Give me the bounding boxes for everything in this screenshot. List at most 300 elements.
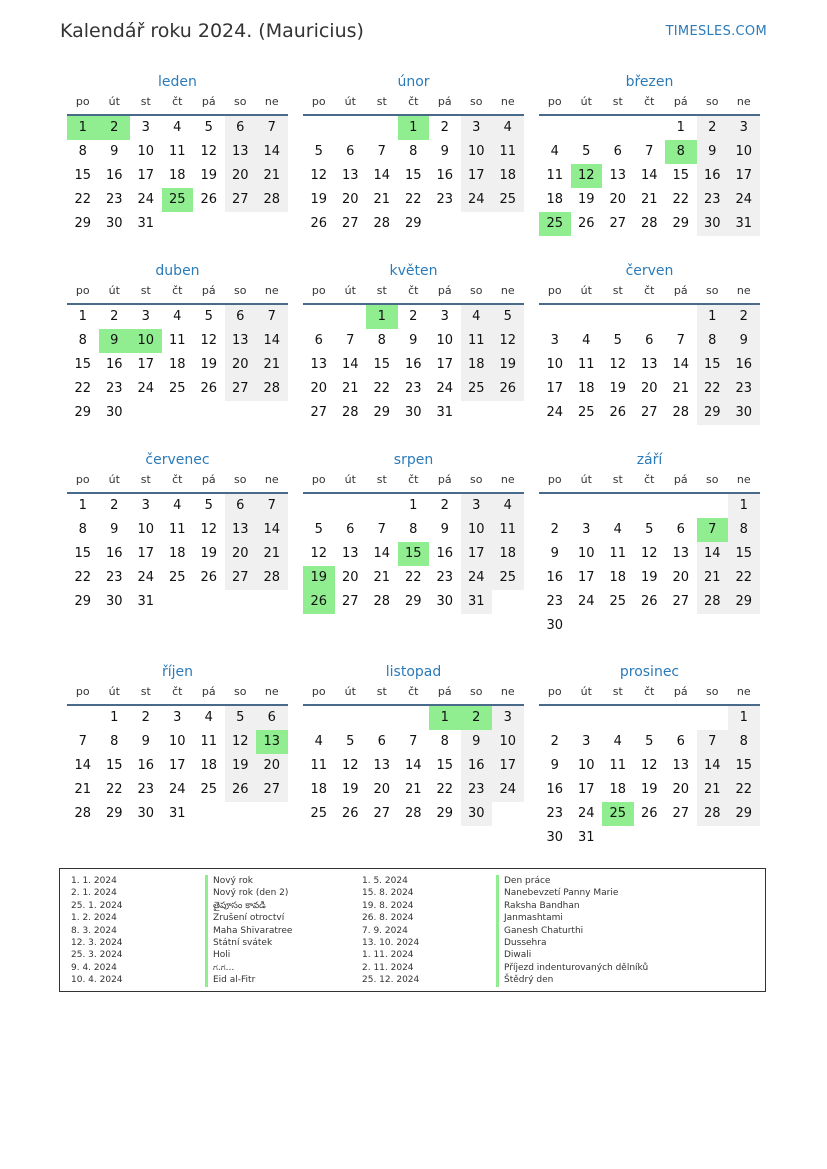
holiday-day-cell[interactable]: 26 (303, 590, 335, 614)
day-cell[interactable]: 17 (577, 570, 595, 585)
day-cell[interactable]: 12 (310, 546, 328, 561)
day-cell[interactable]: 17 (492, 754, 524, 778)
day-cell[interactable]: 3 (141, 498, 150, 513)
day-cell[interactable]: 6 (645, 333, 654, 348)
day-cell[interactable]: 11 (168, 144, 186, 159)
day-cell[interactable]: 6 (613, 144, 622, 159)
day-cell[interactable]: 21 (640, 192, 658, 207)
day-cell[interactable]: 3 (728, 116, 760, 140)
day-cell[interactable]: 2 (409, 309, 418, 324)
day-cell[interactable]: 5 (204, 498, 213, 513)
day-cell[interactable]: 7 (78, 734, 87, 749)
day-cell[interactable]: 18 (168, 357, 186, 372)
day-cell[interactable]: 5 (314, 144, 323, 159)
day-cell[interactable]: 16 (105, 168, 123, 183)
day-cell[interactable]: 2 (110, 498, 119, 513)
day-cell[interactable]: 25 (492, 188, 524, 212)
day-cell[interactable]: 27 (341, 216, 359, 231)
day-cell[interactable]: 26 (310, 216, 328, 231)
day-cell[interactable]: 28 (256, 188, 288, 212)
day-cell[interactable]: 13 (225, 518, 257, 542)
day-cell[interactable]: 22 (404, 570, 422, 585)
day-cell[interactable]: 21 (672, 381, 690, 396)
day-cell[interactable]: 3 (173, 710, 182, 725)
day-cell[interactable]: 5 (645, 734, 654, 749)
day-cell[interactable]: 18 (492, 164, 524, 188)
day-cell[interactable]: 28 (404, 806, 422, 821)
day-cell[interactable]: 4 (173, 498, 182, 513)
day-cell[interactable]: 14 (341, 357, 359, 372)
day-cell[interactable]: 16 (105, 357, 123, 372)
day-cell[interactable]: 12 (609, 357, 627, 372)
day-cell[interactable]: 4 (550, 144, 559, 159)
day-cell[interactable]: 10 (137, 144, 155, 159)
holiday-day-cell[interactable]: 2 (461, 706, 493, 730)
day-cell[interactable]: 27 (640, 405, 658, 420)
day-cell[interactable]: 27 (256, 778, 288, 802)
day-cell[interactable]: 3 (582, 734, 591, 749)
day-cell[interactable]: 23 (436, 570, 454, 585)
day-cell[interactable]: 23 (105, 570, 123, 585)
day-cell[interactable]: 27 (310, 405, 328, 420)
day-cell[interactable]: 26 (640, 806, 658, 821)
day-cell[interactable]: 13 (672, 546, 690, 561)
day-cell[interactable]: 21 (697, 566, 729, 590)
day-cell[interactable]: 13 (640, 357, 658, 372)
day-cell[interactable]: 12 (200, 333, 218, 348)
day-cell[interactable]: 15 (74, 357, 92, 372)
holiday-day-cell[interactable]: 1 (366, 305, 398, 329)
day-cell[interactable]: 9 (697, 140, 729, 164)
day-cell[interactable]: 13 (373, 758, 391, 773)
day-cell[interactable]: 18 (577, 381, 595, 396)
day-cell[interactable]: 15 (436, 758, 454, 773)
day-cell[interactable]: 2 (550, 522, 559, 537)
day-cell[interactable]: 29 (436, 806, 454, 821)
day-cell[interactable]: 20 (341, 570, 359, 585)
day-cell[interactable]: 5 (492, 305, 524, 329)
day-cell[interactable]: 2 (728, 305, 760, 329)
day-cell[interactable]: 27 (609, 216, 627, 231)
day-cell[interactable]: 12 (492, 329, 524, 353)
day-cell[interactable]: 24 (461, 188, 493, 212)
day-cell[interactable]: 11 (168, 522, 186, 537)
day-cell[interactable]: 26 (200, 381, 218, 396)
day-cell[interactable]: 4 (204, 710, 213, 725)
day-cell[interactable]: 29 (697, 401, 729, 425)
day-cell[interactable]: 9 (110, 522, 119, 537)
day-cell[interactable]: 12 (200, 522, 218, 537)
day-cell[interactable]: 2 (697, 116, 729, 140)
day-cell[interactable]: 10 (461, 140, 493, 164)
day-cell[interactable]: 31 (137, 594, 155, 609)
day-cell[interactable]: 19 (200, 357, 218, 372)
day-cell[interactable]: 31 (577, 830, 595, 845)
day-cell[interactable]: 7 (346, 333, 355, 348)
day-cell[interactable]: 8 (697, 329, 729, 353)
holiday-day-cell[interactable]: 8 (665, 140, 697, 164)
day-cell[interactable]: 3 (550, 333, 559, 348)
day-cell[interactable]: 24 (546, 405, 564, 420)
day-cell[interactable]: 19 (341, 782, 359, 797)
day-cell[interactable]: 30 (105, 594, 123, 609)
day-cell[interactable]: 21 (697, 778, 729, 802)
day-cell[interactable]: 14 (640, 168, 658, 183)
day-cell[interactable]: 8 (78, 144, 87, 159)
day-cell[interactable]: 28 (373, 594, 391, 609)
day-cell[interactable]: 25 (609, 594, 627, 609)
day-cell[interactable]: 6 (676, 734, 685, 749)
day-cell[interactable]: 11 (492, 140, 524, 164)
holiday-day-cell[interactable]: 15 (398, 542, 430, 566)
day-cell[interactable]: 13 (341, 168, 359, 183)
day-cell[interactable]: 12 (640, 546, 658, 561)
day-cell[interactable]: 15 (74, 546, 92, 561)
day-cell[interactable]: 11 (200, 734, 218, 749)
day-cell[interactable]: 6 (256, 706, 288, 730)
day-cell[interactable]: 27 (672, 594, 690, 609)
day-cell[interactable]: 23 (728, 377, 760, 401)
day-cell[interactable]: 10 (577, 758, 595, 773)
day-cell[interactable]: 6 (346, 144, 355, 159)
day-cell[interactable]: 23 (436, 192, 454, 207)
day-cell[interactable]: 22 (74, 192, 92, 207)
day-cell[interactable]: 21 (373, 192, 391, 207)
day-cell[interactable]: 19 (492, 353, 524, 377)
day-cell[interactable]: 20 (672, 570, 690, 585)
day-cell[interactable]: 25 (168, 570, 186, 585)
day-cell[interactable]: 23 (137, 782, 155, 797)
day-cell[interactable]: 30 (105, 405, 123, 420)
day-cell[interactable]: 20 (341, 192, 359, 207)
day-cell[interactable]: 13 (341, 546, 359, 561)
day-cell[interactable]: 18 (310, 782, 328, 797)
day-cell[interactable]: 3 (492, 706, 524, 730)
day-cell[interactable]: 25 (200, 782, 218, 797)
day-cell[interactable]: 23 (404, 381, 422, 396)
day-cell[interactable]: 20 (225, 164, 257, 188)
day-cell[interactable]: 1 (728, 706, 760, 730)
day-cell[interactable]: 12 (341, 758, 359, 773)
day-cell[interactable]: 3 (461, 494, 493, 518)
day-cell[interactable]: 4 (582, 333, 591, 348)
day-cell[interactable]: 15 (373, 357, 391, 372)
holiday-day-cell[interactable]: 19 (303, 566, 335, 590)
day-cell[interactable]: 14 (697, 754, 729, 778)
day-cell[interactable]: 23 (697, 188, 729, 212)
day-cell[interactable]: 4 (314, 734, 323, 749)
day-cell[interactable]: 19 (640, 782, 658, 797)
day-cell[interactable]: 13 (609, 168, 627, 183)
day-cell[interactable]: 3 (141, 120, 150, 135)
day-cell[interactable]: 30 (728, 401, 760, 425)
day-cell[interactable]: 21 (341, 381, 359, 396)
day-cell[interactable]: 23 (105, 381, 123, 396)
day-cell[interactable]: 19 (640, 570, 658, 585)
day-cell[interactable]: 18 (461, 353, 493, 377)
brand-link[interactable]: TIMESLES.COM (665, 24, 767, 39)
day-cell[interactable]: 22 (404, 192, 422, 207)
day-cell[interactable]: 25 (577, 405, 595, 420)
day-cell[interactable]: 15 (697, 353, 729, 377)
day-cell[interactable]: 6 (676, 522, 685, 537)
day-cell[interactable]: 29 (74, 405, 92, 420)
day-cell[interactable]: 12 (310, 168, 328, 183)
day-cell[interactable]: 8 (728, 518, 760, 542)
day-cell[interactable]: 8 (728, 730, 760, 754)
day-cell[interactable]: 20 (672, 782, 690, 797)
day-cell[interactable]: 9 (440, 144, 449, 159)
day-cell[interactable]: 17 (577, 782, 595, 797)
day-cell[interactable]: 18 (168, 168, 186, 183)
day-cell[interactable]: 26 (609, 405, 627, 420)
day-cell[interactable]: 17 (436, 357, 454, 372)
holiday-day-cell[interactable]: 9 (99, 329, 131, 353)
day-cell[interactable]: 13 (225, 329, 257, 353)
day-cell[interactable]: 9 (461, 730, 493, 754)
day-cell[interactable]: 29 (105, 806, 123, 821)
day-cell[interactable]: 14 (404, 758, 422, 773)
day-cell[interactable]: 22 (728, 566, 760, 590)
day-cell[interactable]: 17 (461, 164, 493, 188)
day-cell[interactable]: 31 (728, 212, 760, 236)
day-cell[interactable]: 4 (613, 522, 622, 537)
day-cell[interactable]: 18 (168, 546, 186, 561)
day-cell[interactable]: 2 (440, 498, 449, 513)
day-cell[interactable]: 5 (645, 522, 654, 537)
day-cell[interactable]: 14 (256, 329, 288, 353)
day-cell[interactable]: 20 (373, 782, 391, 797)
day-cell[interactable]: 28 (74, 806, 92, 821)
holiday-day-cell[interactable]: 10 (130, 329, 162, 353)
day-cell[interactable]: 23 (105, 192, 123, 207)
day-cell[interactable]: 1 (78, 498, 87, 513)
day-cell[interactable]: 24 (728, 188, 760, 212)
day-cell[interactable]: 10 (436, 333, 454, 348)
day-cell[interactable]: 17 (137, 546, 155, 561)
day-cell[interactable]: 29 (728, 590, 760, 614)
day-cell[interactable]: 3 (461, 116, 493, 140)
day-cell[interactable]: 20 (256, 754, 288, 778)
day-cell[interactable]: 10 (577, 546, 595, 561)
day-cell[interactable]: 28 (256, 377, 288, 401)
day-cell[interactable]: 6 (225, 305, 257, 329)
holiday-day-cell[interactable]: 2 (99, 116, 131, 140)
day-cell[interactable]: 26 (200, 192, 218, 207)
day-cell[interactable]: 31 (168, 806, 186, 821)
day-cell[interactable]: 21 (256, 164, 288, 188)
day-cell[interactable]: 27 (225, 377, 257, 401)
day-cell[interactable]: 6 (225, 494, 257, 518)
day-cell[interactable]: 7 (676, 333, 685, 348)
day-cell[interactable]: 27 (373, 806, 391, 821)
day-cell[interactable]: 3 (582, 522, 591, 537)
day-cell[interactable]: 16 (105, 546, 123, 561)
day-cell[interactable]: 31 (436, 405, 454, 420)
day-cell[interactable]: 4 (492, 116, 524, 140)
day-cell[interactable]: 21 (74, 782, 92, 797)
day-cell[interactable]: 11 (609, 546, 627, 561)
day-cell[interactable]: 30 (546, 830, 564, 845)
day-cell[interactable]: 10 (546, 357, 564, 372)
day-cell[interactable]: 5 (225, 706, 257, 730)
day-cell[interactable]: 29 (728, 802, 760, 826)
day-cell[interactable]: 15 (728, 542, 760, 566)
day-cell[interactable]: 24 (577, 806, 595, 821)
day-cell[interactable]: 19 (577, 192, 595, 207)
day-cell[interactable]: 11 (461, 329, 493, 353)
day-cell[interactable]: 10 (461, 518, 493, 542)
day-cell[interactable]: 6 (377, 734, 386, 749)
day-cell[interactable]: 28 (256, 566, 288, 590)
day-cell[interactable]: 1 (409, 498, 418, 513)
day-cell[interactable]: 28 (697, 802, 729, 826)
day-cell[interactable]: 20 (225, 542, 257, 566)
day-cell[interactable]: 24 (137, 192, 155, 207)
day-cell[interactable]: 24 (577, 594, 595, 609)
day-cell[interactable]: 8 (409, 144, 418, 159)
day-cell[interactable]: 7 (645, 144, 654, 159)
day-cell[interactable]: 30 (546, 618, 564, 633)
day-cell[interactable]: 9 (440, 522, 449, 537)
day-cell[interactable]: 30 (137, 806, 155, 821)
day-cell[interactable]: 1 (78, 309, 87, 324)
day-cell[interactable]: 11 (609, 758, 627, 773)
day-cell[interactable]: 12 (640, 758, 658, 773)
day-cell[interactable]: 4 (613, 734, 622, 749)
day-cell[interactable]: 28 (373, 216, 391, 231)
holiday-day-cell[interactable]: 25 (162, 188, 194, 212)
day-cell[interactable]: 23 (546, 594, 564, 609)
holiday-day-cell[interactable]: 13 (256, 730, 288, 754)
day-cell[interactable]: 6 (346, 522, 355, 537)
day-cell[interactable]: 19 (200, 546, 218, 561)
day-cell[interactable]: 14 (256, 140, 288, 164)
day-cell[interactable]: 8 (78, 333, 87, 348)
day-cell[interactable]: 11 (492, 518, 524, 542)
day-cell[interactable]: 28 (672, 405, 690, 420)
day-cell[interactable]: 24 (492, 778, 524, 802)
day-cell[interactable]: 29 (672, 216, 690, 231)
day-cell[interactable]: 15 (74, 168, 92, 183)
day-cell[interactable]: 15 (404, 168, 422, 183)
day-cell[interactable]: 17 (168, 758, 186, 773)
day-cell[interactable]: 2 (550, 734, 559, 749)
day-cell[interactable]: 26 (640, 594, 658, 609)
day-cell[interactable]: 5 (582, 144, 591, 159)
day-cell[interactable]: 7 (377, 522, 386, 537)
day-cell[interactable]: 16 (546, 570, 564, 585)
day-cell[interactable]: 14 (672, 357, 690, 372)
day-cell[interactable]: 7 (697, 730, 729, 754)
day-cell[interactable]: 27 (672, 806, 690, 821)
day-cell[interactable]: 10 (492, 730, 524, 754)
day-cell[interactable]: 22 (74, 570, 92, 585)
day-cell[interactable]: 21 (256, 542, 288, 566)
day-cell[interactable]: 21 (256, 353, 288, 377)
day-cell[interactable]: 20 (310, 381, 328, 396)
day-cell[interactable]: 16 (546, 782, 564, 797)
day-cell[interactable]: 8 (110, 734, 119, 749)
day-cell[interactable]: 6 (314, 333, 323, 348)
day-cell[interactable]: 30 (404, 405, 422, 420)
day-cell[interactable]: 30 (105, 216, 123, 231)
day-cell[interactable]: 19 (225, 754, 257, 778)
day-cell[interactable]: 14 (256, 518, 288, 542)
day-cell[interactable]: 16 (728, 353, 760, 377)
day-cell[interactable]: 16 (436, 168, 454, 183)
day-cell[interactable]: 7 (256, 116, 288, 140)
day-cell[interactable]: 17 (137, 168, 155, 183)
day-cell[interactable]: 18 (546, 192, 564, 207)
day-cell[interactable]: 3 (440, 309, 449, 324)
day-cell[interactable]: 22 (697, 377, 729, 401)
day-cell[interactable]: 5 (346, 734, 355, 749)
day-cell[interactable]: 25 (310, 806, 328, 821)
day-cell[interactable]: 27 (225, 566, 257, 590)
day-cell[interactable]: 5 (314, 522, 323, 537)
day-cell[interactable]: 18 (609, 782, 627, 797)
day-cell[interactable]: 18 (492, 542, 524, 566)
day-cell[interactable]: 5 (613, 333, 622, 348)
day-cell[interactable]: 19 (310, 192, 328, 207)
day-cell[interactable]: 7 (409, 734, 418, 749)
day-cell[interactable]: 14 (373, 168, 391, 183)
day-cell[interactable]: 30 (436, 594, 454, 609)
day-cell[interactable]: 1 (697, 305, 729, 329)
day-cell[interactable]: 1 (676, 120, 685, 135)
day-cell[interactable]: 7 (256, 494, 288, 518)
day-cell[interactable]: 24 (168, 782, 186, 797)
day-cell[interactable]: 11 (310, 758, 328, 773)
day-cell[interactable]: 17 (461, 542, 493, 566)
day-cell[interactable]: 14 (373, 546, 391, 561)
day-cell[interactable]: 8 (377, 333, 386, 348)
day-cell[interactable]: 7 (256, 305, 288, 329)
day-cell[interactable]: 1 (110, 710, 119, 725)
day-cell[interactable]: 22 (105, 782, 123, 797)
day-cell[interactable]: 14 (74, 758, 92, 773)
day-cell[interactable]: 10 (137, 522, 155, 537)
day-cell[interactable]: 22 (728, 778, 760, 802)
day-cell[interactable]: 28 (341, 405, 359, 420)
day-cell[interactable]: 2 (440, 120, 449, 135)
day-cell[interactable]: 27 (341, 594, 359, 609)
day-cell[interactable]: 12 (225, 730, 257, 754)
day-cell[interactable]: 14 (697, 542, 729, 566)
day-cell[interactable]: 22 (373, 381, 391, 396)
day-cell[interactable]: 7 (377, 144, 386, 159)
day-cell[interactable]: 31 (137, 216, 155, 231)
day-cell[interactable]: 9 (550, 758, 559, 773)
day-cell[interactable]: 15 (105, 758, 123, 773)
day-cell[interactable]: 10 (728, 140, 760, 164)
day-cell[interactable]: 17 (728, 164, 760, 188)
day-cell[interactable]: 11 (546, 168, 564, 183)
day-cell[interactable]: 4 (461, 305, 493, 329)
day-cell[interactable]: 8 (409, 522, 418, 537)
day-cell[interactable]: 16 (461, 754, 493, 778)
day-cell[interactable]: 22 (436, 782, 454, 797)
day-cell[interactable]: 9 (409, 333, 418, 348)
day-cell[interactable]: 16 (697, 164, 729, 188)
day-cell[interactable]: 29 (404, 594, 422, 609)
day-cell[interactable]: 8 (78, 522, 87, 537)
day-cell[interactable]: 19 (200, 168, 218, 183)
day-cell[interactable]: 19 (609, 381, 627, 396)
day-cell[interactable]: 26 (492, 377, 524, 401)
holiday-day-cell[interactable]: 12 (571, 164, 603, 188)
